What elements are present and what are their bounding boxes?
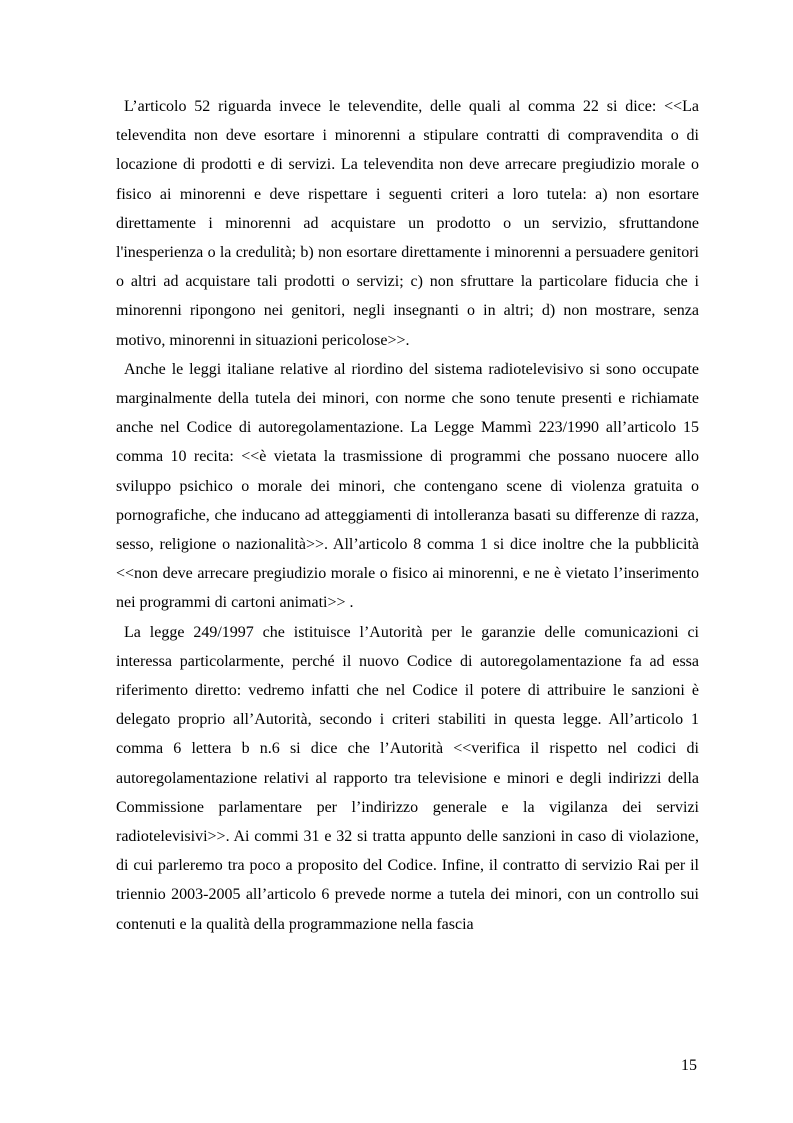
paragraph-2: Anche le leggi italiane relative al riordino del sistema radiotelevisivo si sono occupate marginalmente della tutela dei minori, con norme che sono tenute presenti e richiamate anche nel Codice di autoregolamentazione. La Legge Mammì 223/1990 all’articolo 15 comma 10 recita: <<è vietata la trasmissione di programmi che possano nuocere allo sviluppo psichico o morale dei minori, che contengano scene di violenza gratuita o pornografiche, che inducano ad atteggiamenti di intolleranza basati su differenze di razza, sesso, religione o nazionalità>>. All’articolo 8 comma 1 si dice inoltre che la pubblicità <<non deve arrecare pregiudizio morale o fisico ai minorenni, e ne è vietato l’inserimento nei programmi di cartoni animati>> . [116, 360, 699, 612]
page-number: 15 [681, 1057, 697, 1074]
paragraph-1: L’articolo 52 riguarda invece le televendite, delle quali al comma 22 si dice: <<La televendita non deve esortare i minorenni a stipulare contratti di compravendita o di locazione di prodotti e di servizi. La televendita non deve arrecare pregiudizio morale o fisico ai minorenni e deve rispettare i seguenti criteri a loro tutela: a) non esortare direttamente i minorenni ad acquistare un prodotto o un servizio, sfruttandone l'inesperienza o la credulità; b) non esortare direttamente i minorenni a persuadere genitori o altri ad acquistare tali prodotti o servizi; c) non sfruttare la particolare fiducia che i minorenni ripongono nei genitori, negli insegnanti o in altri; d) non mostrare, senza motivo, minorenni in situazioni pericolose>>. [116, 98, 699, 349]
body-text [116, 92, 699, 939]
paragraph-3: La legge 249/1997 che istituisce l’Autorità per le garanzie delle comunicazioni ci interessa particolarmente, perché il nuovo Codice di autoregolamentazione fa ad essa riferimento diretto: vedremo infatti che nel Codice il potere di attribuire le sanzioni è delegato proprio all’Autorità, secondo i criteri stabiliti in questa legge. All’articolo 1 comma 6 lettera b n.6 si dice che l’Autorità <<verifica il rispetto nel codici di autoregolamentazione relativi al rapporto tra televisione e minori e degli indirizzi della Commissione parlamentare per l’indirizzo generale e la vigilanza dei servizi radiotelevisivi>>. Ai commi 31 e 32 si tratta appunto delle sanzioni in caso di violazione, di cui parleremo tra poco a proposito del Codice. Infine, il contratto di servizio Rai per il triennio 2003-2005 all’articolo 6 prevede norme a tutela dei minori, con un controllo sui contenuti e la qualità della programmazione nella fascia [116, 623, 699, 933]
